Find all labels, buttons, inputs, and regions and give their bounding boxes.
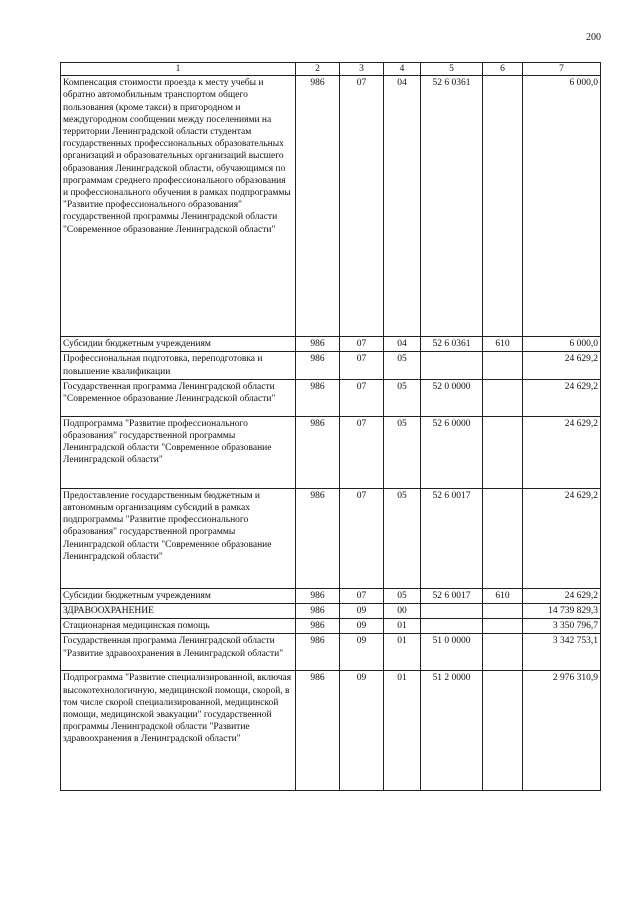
- row-target-code: 51 0 0000: [421, 634, 483, 671]
- row-section-code: 09: [340, 634, 384, 671]
- row-section-code: 07: [340, 76, 384, 337]
- row-amount: 3 350 796,7: [523, 619, 601, 634]
- row-expense-type: [483, 671, 523, 791]
- page-number: 200: [586, 32, 601, 43]
- column-number: 2: [296, 63, 340, 76]
- row-subsection-code: 00: [384, 604, 421, 619]
- row-subsection-code: 01: [384, 671, 421, 791]
- row-name: Субсидии бюджетным учреждениям: [61, 337, 296, 352]
- row-subsection-code: 05: [384, 416, 421, 488]
- table-row: [61, 488, 601, 588]
- table-row: [61, 588, 601, 603]
- row-name: Подпрограмма "Развитие профессионального образования" государственной программы Ленинградской области "Современное образование Ленинградской области": [61, 416, 296, 488]
- row-amount: 24 629,2: [523, 488, 601, 588]
- row-target-code: 52 0 0000: [421, 379, 483, 416]
- row-section-code: 07: [340, 379, 384, 416]
- table-row: [61, 634, 601, 671]
- row-target-code: 52 6 0017: [421, 588, 483, 603]
- row-target-code: 52 6 0000: [421, 416, 483, 488]
- row-name: Профессиональная подготовка, переподготовка и повышение квалификации: [61, 352, 296, 379]
- row-ministry-code: 986: [296, 379, 340, 416]
- row-ministry-code: 986: [296, 671, 340, 791]
- row-expense-type: [483, 619, 523, 634]
- table-row: [61, 671, 601, 791]
- row-section-code: 07: [340, 416, 384, 488]
- table-row: [61, 619, 601, 634]
- row-target-code: [421, 352, 483, 379]
- column-number: 6: [483, 63, 523, 76]
- row-name: Стационарная медицинская помощь: [61, 619, 296, 634]
- row-expense-type: [483, 76, 523, 337]
- row-section-code: 07: [340, 352, 384, 379]
- row-expense-type: 610: [483, 588, 523, 603]
- table-row: [61, 416, 601, 488]
- row-name: ЗДРАВООХРАНЕНИЕ: [61, 604, 296, 619]
- row-section-code: 09: [340, 619, 384, 634]
- row-amount: 2 976 310,9: [523, 671, 601, 791]
- row-subsection-code: 05: [384, 588, 421, 603]
- row-ministry-code: 986: [296, 352, 340, 379]
- row-ministry-code: 986: [296, 604, 340, 619]
- table-row: [61, 337, 601, 352]
- table-row: [61, 76, 601, 337]
- table-row: [61, 352, 601, 379]
- table-row: [61, 379, 601, 416]
- row-name: Государственная программа Ленинградской области "Современное образование Ленинградской области": [61, 379, 296, 416]
- row-name: Предоставление государственным бюджетным и автономным организациям субсидий в рамках подпрограммы "Развитие профессионального образования" государственной программы Ленинградской области "Современное образование Ленинградской области": [61, 488, 296, 588]
- row-subsection-code: 04: [384, 76, 421, 337]
- row-expense-type: [483, 604, 523, 619]
- row-expense-type: [483, 488, 523, 588]
- column-number: 4: [384, 63, 421, 76]
- row-subsection-code: 05: [384, 379, 421, 416]
- row-name: Подпрограмма "Развитие специализированной, включая высокотехнологичную, медицинской помощи, скорой, в том числе скорой специализированной, медицинской помощи, медицинской эвакуации" государственной программы Ленинградской области "Развитие здравоохранения в Ленинградской области": [61, 671, 296, 791]
- row-section-code: 07: [340, 337, 384, 352]
- row-ministry-code: 986: [296, 337, 340, 352]
- row-amount: 3 342 753,1: [523, 634, 601, 671]
- row-subsection-code: 01: [384, 619, 421, 634]
- row-target-code: 52 6 0361: [421, 337, 483, 352]
- row-name: Компенсация стоимости проезда к месту учебы и обратно автомобильным транспортом общего пользования (кроме такси) в пригородном и междугородном сообщении между поселениями на территории Ленинградской области студентам государственных профессиональных образовательных организаций и образовательных организаций высшего образования Ленинградской области, обучающимся по программам среднего профессионального образования и профессионального обучения в рамках подпрограммы "Развитие профессионального образования" государственной программы Ленинградской области "Современное образование Ленинградской области": [61, 76, 296, 337]
- row-name: Субсидии бюджетным учреждениям: [61, 588, 296, 603]
- row-ministry-code: 986: [296, 619, 340, 634]
- row-target-code: 52 6 0017: [421, 488, 483, 588]
- column-number-row: [61, 63, 601, 76]
- column-number: 1: [61, 63, 296, 76]
- row-subsection-code: 05: [384, 352, 421, 379]
- row-section-code: 07: [340, 488, 384, 588]
- row-section-code: 09: [340, 671, 384, 791]
- row-subsection-code: 05: [384, 488, 421, 588]
- row-expense-type: [483, 416, 523, 488]
- row-expense-type: [483, 634, 523, 671]
- row-amount: 6 000,0: [523, 337, 601, 352]
- row-target-code: [421, 619, 483, 634]
- row-expense-type: [483, 352, 523, 379]
- row-ministry-code: 986: [296, 76, 340, 337]
- row-ministry-code: 986: [296, 416, 340, 488]
- column-number: 7: [523, 63, 601, 76]
- budget-table: [60, 62, 601, 791]
- row-amount: 24 629,2: [523, 379, 601, 416]
- row-section-code: 09: [340, 604, 384, 619]
- row-amount: 14 739 829,3: [523, 604, 601, 619]
- row-amount: 24 629,2: [523, 416, 601, 488]
- row-amount: 6 000,0: [523, 76, 601, 337]
- column-number: 5: [421, 63, 483, 76]
- row-amount: 24 629,2: [523, 352, 601, 379]
- row-ministry-code: 986: [296, 634, 340, 671]
- row-section-code: 07: [340, 588, 384, 603]
- column-number: 3: [340, 63, 384, 76]
- row-expense-type: [483, 379, 523, 416]
- row-target-code: 51 2 0000: [421, 671, 483, 791]
- row-ministry-code: 986: [296, 588, 340, 603]
- row-subsection-code: 04: [384, 337, 421, 352]
- row-subsection-code: 01: [384, 634, 421, 671]
- row-target-code: [421, 604, 483, 619]
- table-row: [61, 604, 601, 619]
- row-name: Государственная программа Ленинградской области "Развитие здравоохранения в Ленинградской области": [61, 634, 296, 671]
- row-amount: 24 629,2: [523, 588, 601, 603]
- row-target-code: 52 6 0361: [421, 76, 483, 337]
- row-expense-type: 610: [483, 337, 523, 352]
- row-ministry-code: 986: [296, 488, 340, 588]
